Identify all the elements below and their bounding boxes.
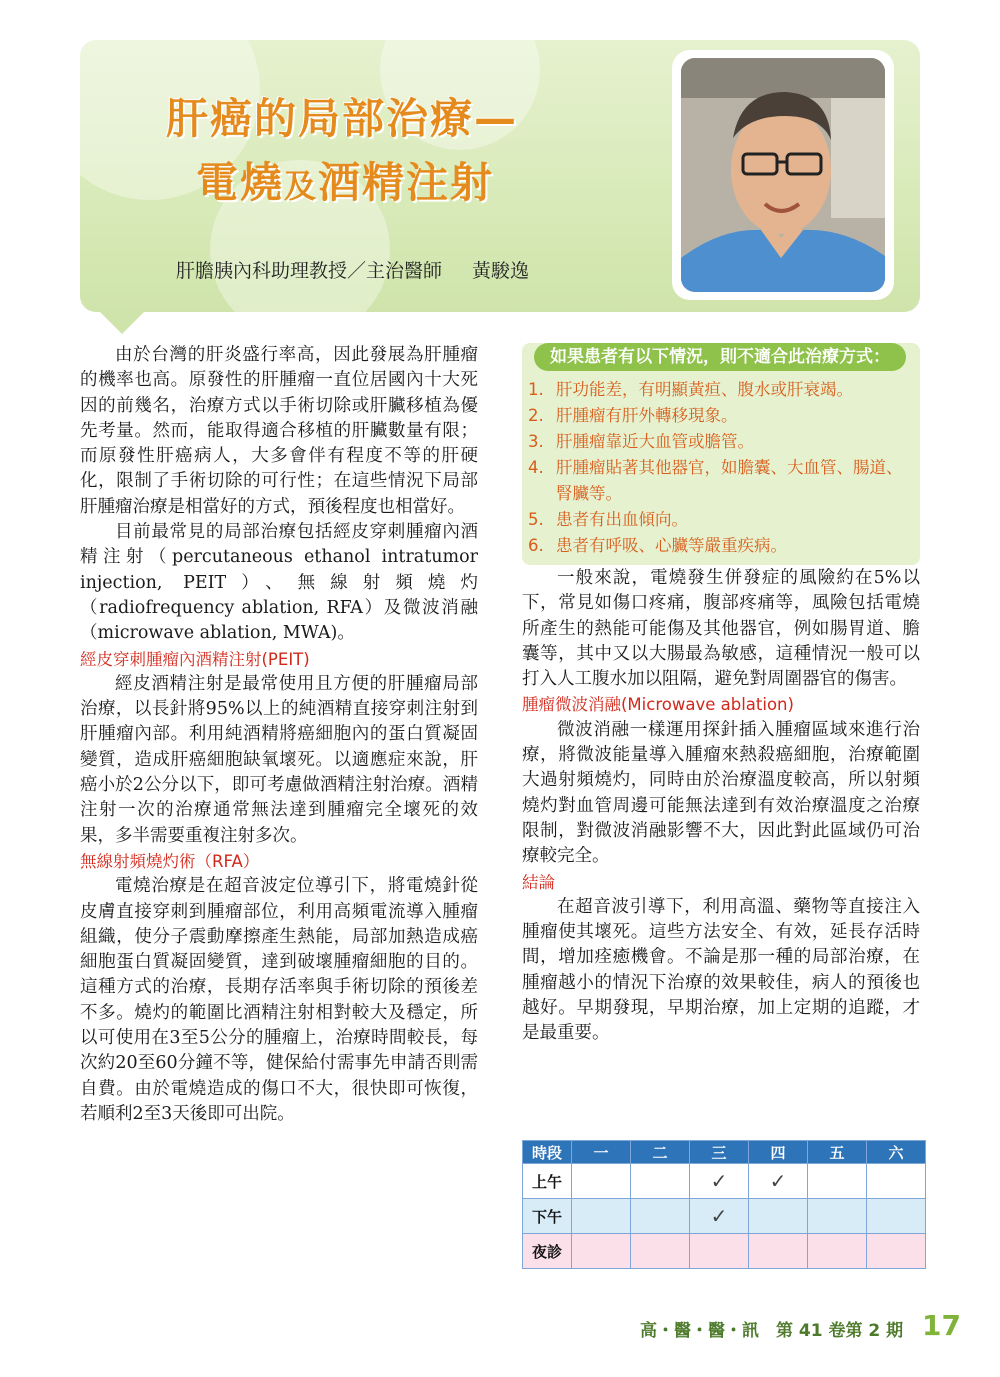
schedule-cell [631,1164,690,1199]
list-item [528,455,916,507]
author-title: 肝膽胰內科助理教授／主治醫師 [176,260,443,282]
author-byline [176,256,529,283]
check-icon: ✓ [769,1169,787,1193]
item-number: 3. [528,432,544,451]
journal-footer: 高・醫・醫・訊 第 41 卷第 2 期 [640,1321,904,1341]
item-text: 肝腫瘤有肝外轉移現象。 [556,406,738,425]
schedule-cell [749,1164,808,1199]
day-header: 六 [867,1141,926,1164]
item-text: 患者有呼吸、心臟等嚴重疾病。 [556,536,787,555]
title-part: 及 [284,167,319,205]
list-item [528,533,916,559]
author-photo [681,58,885,292]
schedule-cell [867,1164,926,1199]
paragraph: 目前最常見的局部治療包括經皮穿刺腫瘤內酒精注射（percutaneous ethanol intratumor injection, PEIT）、無線射頻燒灼（radiofrequency ablation, RFA）及微波消融（microwave ablation, MWA)。 [80,522,478,644]
left-column [80,343,478,1127]
day-header: 二 [631,1141,690,1164]
item-number: 6. [528,536,544,555]
item-text: 患者有出血傾向。 [556,510,688,529]
section-heading: 腫瘤微波消融(Microwave ablation) [522,695,794,715]
schedule-cell [808,1234,867,1269]
schedule-cell [690,1164,749,1199]
table-header-row [523,1141,926,1164]
article-title-line2 [196,150,494,210]
check-icon: ✓ [710,1204,728,1228]
session-label: 上午 [523,1164,572,1199]
day-header: 四 [749,1141,808,1164]
right-column [522,566,920,1047]
list-item [528,507,916,533]
header-pointer [100,312,144,334]
day-header: 三 [690,1141,749,1164]
check-icon: ✓ [710,1169,728,1193]
item-text: 肝腫瘤靠近大血管或膽管。 [556,432,754,451]
session-label: 夜診 [523,1234,572,1269]
schedule-cell [867,1234,926,1269]
paragraph: 微波消融一樣運用探針插入腫瘤區域來進行治療，將微波能量導入腫瘤來熱殺癌細胞，治療範圍大過射頻燒灼，同時由於治療溫度較高，所以射頻燒灼對血管周邊可能無法達到有效治療溫度之治療限制，對微波消融影響不大，因此對此區域仍可治療較完全。 [522,719,920,867]
paragraph: 一般來說，電燒發生併發症的風險約在5%以下，常見如傷口疼痛，腹部疼痛等，風險包括電燒所產生的熱能可能傷及其他器官，例如腸胃道、膽囊等，其中又以大腸最為敏感，這種情況一般可以打入人工腹水加以阻隔，避免對周圍器官的傷害。 [522,568,920,690]
section-heading: 無線射頻燒灼術（RFA） [80,851,260,871]
item-text: 肝功能差，有明顯黃疸、腹水或肝衰竭。 [556,380,853,399]
paragraph: 電燒治療是在超音波定位導引下，將電燒針從皮膚直接穿刺到腫瘤部位，利用高頻電流導入腫瘤組織，使分子震動摩擦產生熱能，局部加熱造成癌細胞蛋白質凝固變質，達到破壞腫瘤細胞的目的。這種方式的治療，長期存活率與手術切除的預後差不多。燒灼的範圍比酒精注射相對較大及穩定，所以可使用在3至5公分的腫瘤上，治療時間較長，每次約20至60分鐘不等，健保給付需事先申請否則需自費。由於電燒造成的傷口不大，很快即可恢復，若順利2至3天後即可出院。 [80,876,478,1124]
day-header: 五 [808,1141,867,1164]
table-row [523,1234,926,1269]
author-name: 黃駿逸 [472,260,530,282]
schedule-cell [572,1199,631,1234]
item-number: 1. [528,380,544,399]
schedule-header-cell: 時段 [523,1141,572,1164]
session-label: 下午 [523,1199,572,1234]
list-item [528,403,916,429]
title-part: 酒精注射 [318,158,495,207]
schedule-cell [690,1234,749,1269]
schedule-cell [749,1234,808,1269]
item-number: 5. [528,510,544,529]
schedule-cell [631,1234,690,1269]
section-heading: 結論 [522,872,555,892]
day-header: 一 [572,1141,631,1164]
list-item [528,377,916,403]
paragraph: 經皮酒精注射是最常使用且方便的肝腫瘤局部治療，以長針將95%以上的純酒精直接穿刺注射到肝腫瘤內部。利用純酒精將癌細胞內的蛋白質凝固變質，造成肝癌細胞缺氧壞死。以適應症來說，肝癌小於2公分以下，即可考慮做酒精注射治療。酒精注射一次的治療通常無法達到腫瘤完全壞死的效果，多半需要重複注射多次。 [80,673,478,846]
paragraph: 在超音波引導下，利用高溫、藥物等直接注入腫瘤使其壞死。這些方法安全、有效，延長存活時間，增加痊癒機會。不論是那一種的局部治療，在腫瘤越小的情況下治療的效果較佳，病人的預後也越好。早期發現，早期治療，加上定期的追蹤，才是最重要。 [522,896,920,1044]
item-text: 肝腫瘤貼著其他器官，如膽囊、大血管、腸道、腎臟等。 [556,458,903,503]
item-number: 2. [528,406,544,425]
schedule-cell [749,1199,808,1234]
schedule-cell [631,1199,690,1234]
section-heading: 經皮穿刺腫瘤內酒精注射(PEIT) [80,649,310,669]
schedule-cell [690,1199,749,1234]
article-title-line1: 肝癌的局部治療— [166,94,519,143]
schedule-cell [808,1164,867,1199]
clinic-schedule-table [522,1140,926,1269]
contraindication-list [528,377,916,559]
schedule-cell [572,1234,631,1269]
page-number: 17 [922,1309,961,1342]
table-row [523,1199,926,1234]
paragraph: 由於台灣的肝炎盛行率高，因此發展為肝腫瘤的機率也高。原發性的肝腫瘤一直位居國內十大死因的前幾名，治療方式以手術切除或肝臟移植為優先考量。然而，能取得適合移植的肝臟數量有限；而原發性肝癌病人，大多會伴有程度不等的肝硬化，限制了手術切除的可行性；在這些情況下局部肝腫瘤治療是相當好的方式，預後程度也相當好。 [80,345,478,517]
title-part: 電燒 [196,158,285,207]
list-item [528,429,916,455]
schedule-cell [867,1199,926,1234]
author-portrait-icon [681,58,885,292]
contraindication-box [522,343,920,565]
contraindication-title: 如果患者有以下情況，則不適合此治療方式： [534,343,906,371]
schedule-cell [808,1199,867,1234]
schedule-cell [572,1164,631,1199]
item-number: 4. [528,458,544,477]
table-row [523,1164,926,1199]
